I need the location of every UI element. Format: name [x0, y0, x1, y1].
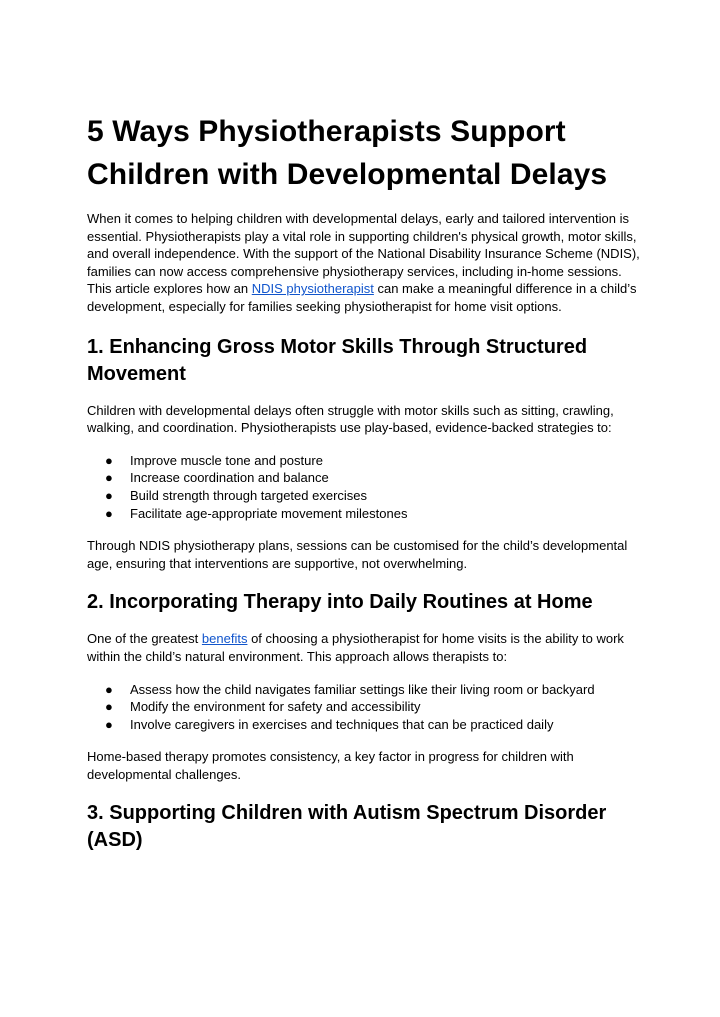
- list-item-text: Facilitate age-appropriate movement milestones: [130, 505, 408, 521]
- bullet-icon: ●: [105, 505, 113, 521]
- bullet-icon: ●: [105, 681, 113, 697]
- bullet-icon: ●: [105, 470, 113, 486]
- list-item: [105, 452, 647, 470]
- list-item: [105, 505, 647, 523]
- section-1-lead: Children with developmental delays often struggle with motor skills such as sitting, crawling, walking, and coordination. Physiotherapists use play-based, evidence-backed strategies to:: [87, 402, 614, 436]
- section-1-bullet-list: [87, 452, 647, 522]
- list-item-text: Modify the environment for safety and accessibility: [130, 699, 421, 715]
- section-2-bullet-list: [87, 681, 647, 734]
- section-2-lead-after-link: of choosing a physiotherapist for home visits is the ability to work within the child’s natural environment. This approach allows therapists to:: [87, 631, 624, 664]
- intro-text-after-link: can make a meaningful difference in a child’s development, especially for families seeking physiotherapist for home visit options.: [87, 281, 637, 314]
- list-item-text: Build strength through targeted exercises: [130, 487, 368, 503]
- ndis-physiotherapist-link[interactable]: NDIS physiotherapist: [251, 281, 374, 297]
- list-item: [105, 469, 647, 487]
- bullet-icon: ●: [105, 452, 113, 468]
- list-item: [105, 487, 647, 505]
- article-title: 5 Ways Physiotherapists Support Children with Developmental Delays: [87, 115, 608, 191]
- intro-text-before-link: When it comes to helping children with developmental delays, early and tailored intervention is essential. Physiotherapists play a vital role in supporting children's physical growth, motor skills, and overall independence. With the support of the National Disability Insurance Scheme (NDIS), families can now access comprehensive physiotherapy services, including in-home sessions. This article explores how an: [87, 211, 640, 297]
- bullet-icon: ●: [105, 487, 113, 503]
- document-page: [87, 110, 647, 854]
- bullet-icon: ●: [105, 699, 113, 715]
- section-3-heading: 3. Supporting Children with Autism Spectrum Disorder (ASD): [87, 802, 607, 852]
- list-item-text: Increase coordination and balance: [130, 470, 329, 486]
- benefits-link[interactable]: benefits: [201, 631, 248, 647]
- section-2-closing: Home-based therapy promotes consistency, a key factor in progress for children with developmental challenges.: [87, 749, 574, 782]
- list-item-text: Assess how the child navigates familiar settings like their living room or backyard: [130, 681, 595, 697]
- list-item: [105, 698, 647, 716]
- list-item: [105, 716, 647, 734]
- bullet-icon: ●: [105, 716, 113, 732]
- intro-paragraph: [87, 210, 647, 316]
- section-2-heading: 2. Incorporating Therapy into Daily Routines at Home: [87, 591, 593, 614]
- section-1-closing: Through NDIS physiotherapy plans, sessions can be customised for the child’s developmental age, ensuring that interventions are supportive, not overwhelming.: [87, 538, 628, 571]
- section-2-lead-before-link: One of the greatest: [87, 631, 202, 647]
- section-1-heading: 1. Enhancing Gross Motor Skills Through Structured Movement: [87, 335, 588, 385]
- section-2-lead: [87, 630, 647, 665]
- list-item-text: Involve caregivers in exercises and techniques that can be practiced daily: [130, 716, 554, 732]
- list-item-text: Improve muscle tone and posture: [130, 452, 323, 468]
- list-item: [105, 681, 647, 699]
